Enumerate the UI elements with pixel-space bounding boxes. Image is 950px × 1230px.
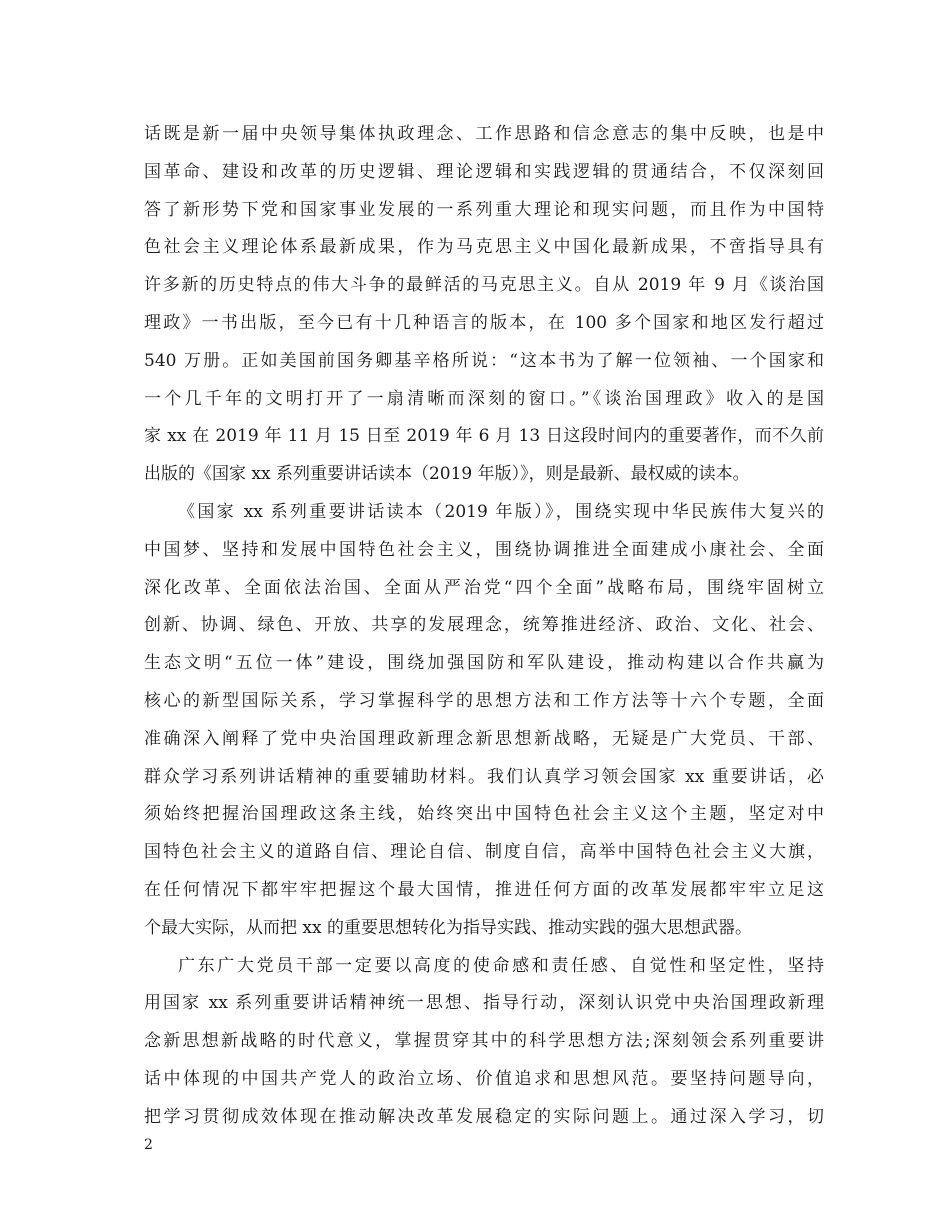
text-line: 念新思想新战略的时代意义，掌握贯穿其中的科学思想方法;深刻领会系列重要讲 <box>144 1031 824 1052</box>
paragraph-2 <box>144 494 824 948</box>
text-line: 出版的《国家 xx 系列重要讲话读本（2019 年版）》，则是最新、最权威的读本。 <box>144 464 750 485</box>
text-line: 准确深入阐释了党中央治国理政新理念新思想新战略，无疑是广大党员、干部、 <box>144 728 824 749</box>
document-body <box>144 116 824 1137</box>
text-line: 话中体现的中国共产党人的政治立场、价值追求和思想风范。要坚持问题导向， <box>144 1068 824 1089</box>
text-line: 国革命、建设和改革的历史逻辑、理论逻辑和实践逻辑的贯通结合，不仅深刻回 <box>144 161 824 182</box>
paragraph-3 <box>144 948 824 1137</box>
text-line: 个最大实际，从而把 xx 的重要思想转化为指导实践、推动实践的强大思想武器。 <box>144 917 752 938</box>
text-line: 把学习贯彻成效体现在推动解决改革发展稳定的实际问题上。通过深入学习，切 <box>144 1106 824 1127</box>
text-line: 核心的新型国际关系，学习掌握科学的思想方法和工作方法等十六个专题，全面 <box>144 690 824 711</box>
paragraph-1 <box>144 116 824 494</box>
text-line: 群众学习系列讲话精神的重要辅助材料。我们认真学习领会国家 xx 重要讲话，必 <box>144 766 824 787</box>
text-line: 在任何情况下都牢牢把握这个最大国情，推进任何方面的改革发展都牢牢立足这 <box>144 879 824 900</box>
text-line: 须始终把握治国理政这条主线，始终突出中国特色社会主义这个主题，坚定对中 <box>144 804 824 825</box>
text-line: 深化改革、全面依法治国、全面从严治党“四个全面”战略布局，围绕牢固树立 <box>144 577 824 598</box>
text-line: 生态文明“五位一体”建设，围绕加强国防和军队建设，推动构建以合作共赢为 <box>144 653 824 674</box>
text-line: 许多新的历史特点的伟大斗争的最鲜活的马克思主义。自从 2019 年 9 月《谈治国 <box>144 275 824 296</box>
text-line: 《国家 xx 系列重要讲话读本（2019 年版）》，围绕实现中华民族伟大复兴的 <box>178 501 824 522</box>
text-line: 国特色社会主义的道路自信、理论自信、制度自信，高举中国特色社会主义大旗， <box>144 842 824 863</box>
text-line: 一个几千年的文明打开了一扇清晰而深刻的窗口。”《谈治国理政》收入的是国 <box>144 388 824 409</box>
text-line: 广东广大党员干部一定要以高度的使命感和责任感、自觉性和坚定性，坚持 <box>178 955 824 976</box>
text-line: 540 万册。正如美国前国务卿基辛格所说：“这本书为了解一位领袖、一个国家和 <box>144 350 824 371</box>
text-line: 中国梦、坚持和发展中国特色社会主义，围绕协调推进全面建成小康社会、全面 <box>144 539 824 560</box>
text-line: 话既是新一届中央领导集体执政理念、工作思路和信念意志的集中反映，也是中 <box>144 124 824 144</box>
page-number: 2 <box>144 1137 153 1153</box>
text-line: 用国家 xx 系列重要讲话精神统一思想、指导行动，深刻认识党中央治国理政新理 <box>144 993 824 1014</box>
text-line: 创新、协调、绿色、开放、共享的发展理念，统筹推进经济、政治、文化、社会、 <box>144 615 824 636</box>
text-line: 家 xx 在 2019 年 11 月 15 日至 2019 年 6 月 13 日这段时间内的重要著作，而不久前 <box>144 426 824 447</box>
text-line: 色社会主义理论体系最新成果，作为马克思主义中国化最新成果，不啻指导具有 <box>144 237 824 258</box>
text-line: 理政》一书出版，至今已有十几种语言的版本，在 100 多个国家和地区发行超过 <box>144 312 824 333</box>
text-line: 答了新形势下党和国家事业发展的一系列重大理论和现实问题，而且作为中国特 <box>144 199 824 220</box>
